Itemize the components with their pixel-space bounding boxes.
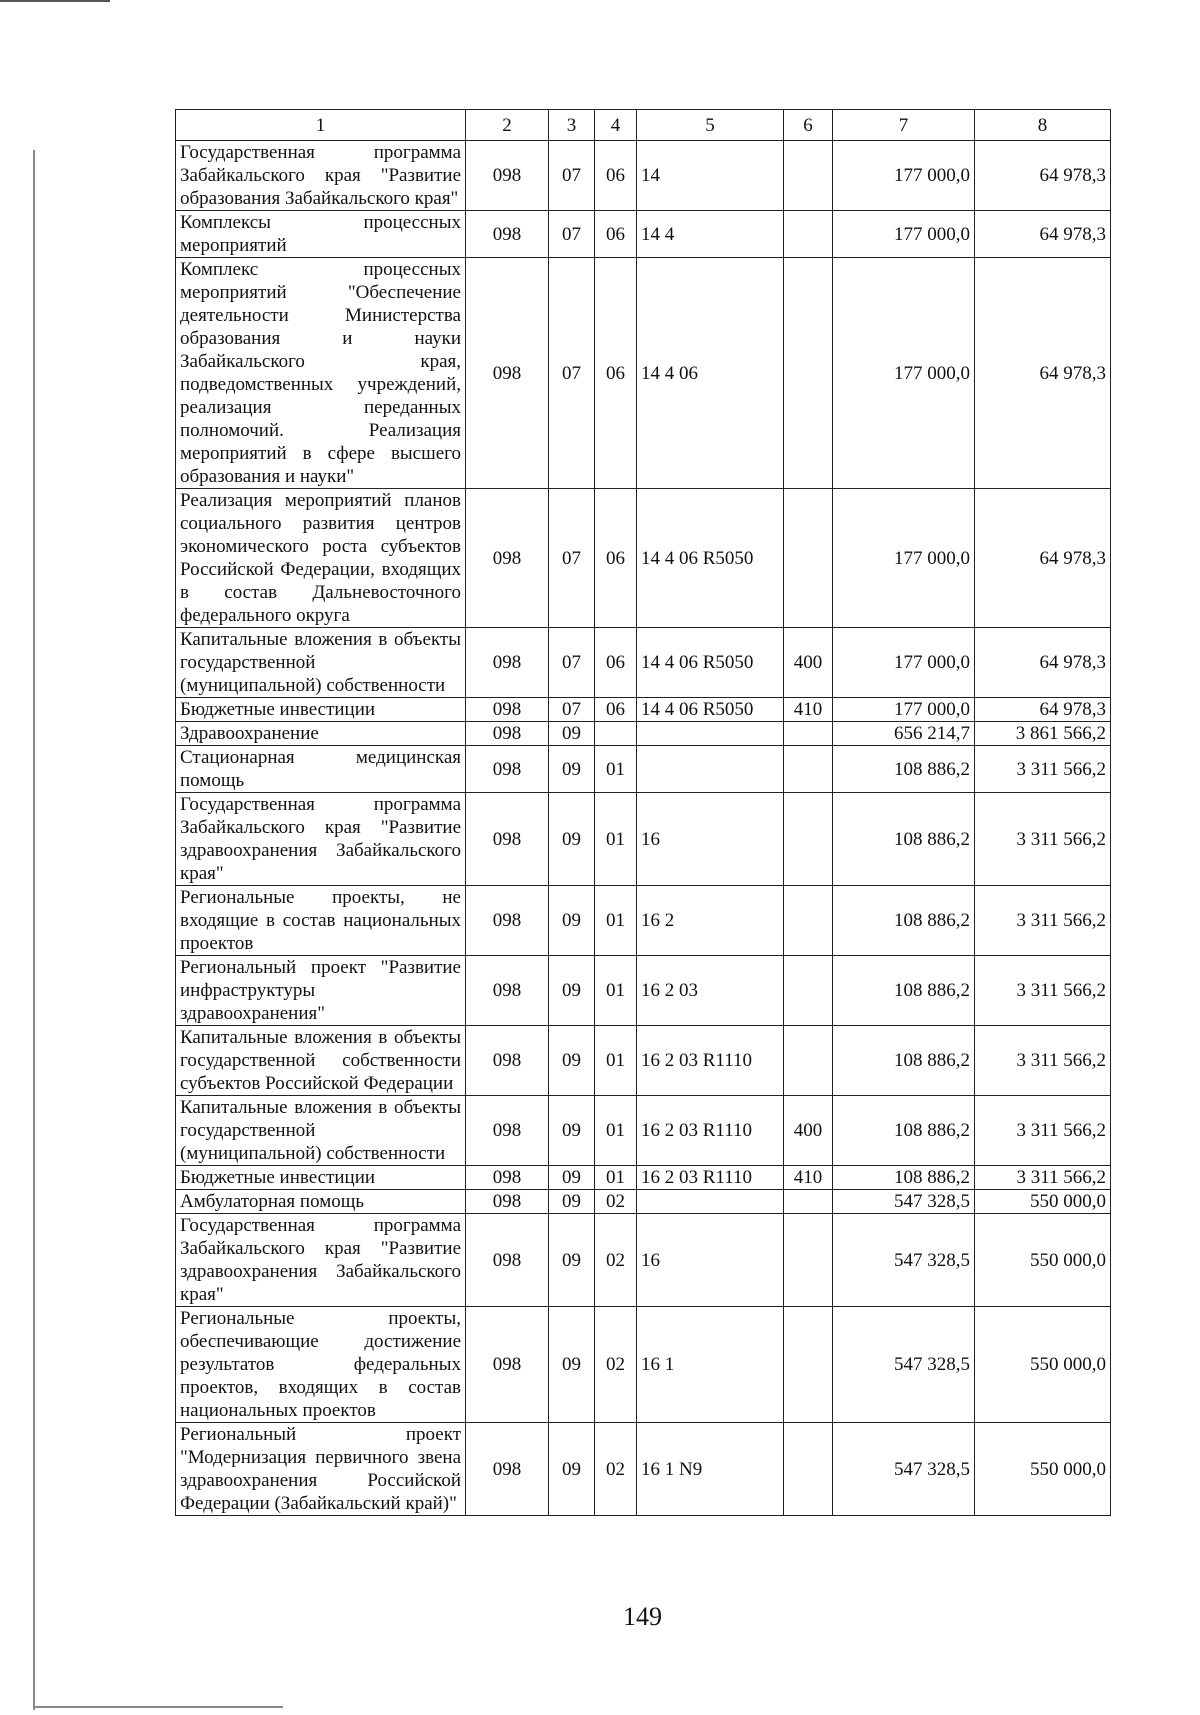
amount-col8-cell: 3 311 566,2 [975,886,1111,956]
column-header: 7 [833,110,975,141]
amount-col8-cell: 64 978,3 [975,698,1111,722]
table-row [176,698,1111,722]
subsection-cell: 01 [595,886,637,956]
target-article-cell: 14 4 06 R5050 [637,489,784,628]
table-row [176,258,1111,489]
admin-code-cell: 098 [466,1166,549,1190]
expense-type-cell: 410 [784,698,833,722]
expense-type-cell [784,956,833,1026]
row-name-cell: Амбулаторная помощь [176,1190,466,1214]
target-article-cell: 14 4 06 [637,258,784,489]
expense-type-cell: 410 [784,1166,833,1190]
amount-col8-cell: 64 978,3 [975,628,1111,698]
expense-type-cell [784,1214,833,1307]
section-cell: 07 [549,698,595,722]
expense-type-cell [784,793,833,886]
admin-code-cell: 098 [466,698,549,722]
admin-code-cell: 098 [466,628,549,698]
scan-edge-top [0,0,110,2]
admin-code-cell: 098 [466,793,549,886]
subsection-cell: 02 [595,1214,637,1307]
amount-col8-cell: 550 000,0 [975,1214,1111,1307]
amount-col8-cell: 550 000,0 [975,1423,1111,1516]
target-article-cell [637,1190,784,1214]
scan-edge-bottom [33,1706,283,1708]
section-cell: 09 [549,746,595,793]
table-row [176,628,1111,698]
amount-col7-cell: 177 000,0 [833,211,975,258]
subsection-cell [595,722,637,746]
admin-code-cell: 098 [466,141,549,211]
expense-type-cell: 400 [784,1096,833,1166]
target-article-cell: 16 1 N9 [637,1423,784,1516]
amount-col7-cell: 547 328,5 [833,1423,975,1516]
row-name-cell: Капитальные вложения в объекты государственной (муниципальной) собственности [176,1096,466,1166]
column-header: 1 [176,110,466,141]
target-article-cell [637,746,784,793]
row-name-cell: Региональный проект "Развитие инфраструктуры здравоохранения" [176,956,466,1026]
amount-col8-cell: 3 311 566,2 [975,746,1111,793]
amount-col8-cell: 64 978,3 [975,489,1111,628]
amount-col8-cell: 64 978,3 [975,211,1111,258]
table-row [176,722,1111,746]
table-row [176,746,1111,793]
table-row [176,886,1111,956]
section-cell: 07 [549,258,595,489]
budget-table [175,109,1111,1516]
subsection-cell: 01 [595,1026,637,1096]
amount-col8-cell: 3 311 566,2 [975,1166,1111,1190]
section-cell: 07 [549,628,595,698]
target-article-cell: 14 4 [637,211,784,258]
admin-code-cell: 098 [466,746,549,793]
subsection-cell: 01 [595,1166,637,1190]
page-number: 149 [623,1602,662,1631]
subsection-cell: 01 [595,793,637,886]
table-row [176,489,1111,628]
row-name-cell: Государственная программа Забайкальского края "Развитие образования Забайкальского края" [176,141,466,211]
table-header-row [176,110,1111,141]
expense-type-cell [784,258,833,489]
amount-col7-cell: 177 000,0 [833,698,975,722]
table-row [176,1026,1111,1096]
table-row [176,1190,1111,1214]
column-header: 8 [975,110,1111,141]
row-name-cell: Государственная программа Забайкальского края "Развитие здравоохранения Забайкальского края" [176,793,466,886]
target-article-cell: 14 4 06 R5050 [637,698,784,722]
subsection-cell: 06 [595,141,637,211]
amount-col7-cell: 177 000,0 [833,628,975,698]
column-header: 5 [637,110,784,141]
section-cell: 09 [549,793,595,886]
table-row [176,211,1111,258]
subsection-cell: 06 [595,258,637,489]
table-row [176,1096,1111,1166]
amount-col7-cell: 108 886,2 [833,746,975,793]
amount-col8-cell: 3 311 566,2 [975,956,1111,1026]
row-name-cell: Региональные проекты, не входящие в состав национальных проектов [176,886,466,956]
expense-type-cell [784,211,833,258]
amount-col8-cell: 3 311 566,2 [975,1096,1111,1166]
column-header: 4 [595,110,637,141]
target-article-cell: 16 2 03 [637,956,784,1026]
target-article-cell: 16 2 03 R1110 [637,1166,784,1190]
row-name-cell: Региональные проекты, обеспечивающие достижение результатов федеральных проектов, входящих в состав национальных проектов [176,1307,466,1423]
section-cell: 09 [549,1026,595,1096]
section-cell: 09 [549,722,595,746]
section-cell: 09 [549,1307,595,1423]
target-article-cell: 16 2 03 R1110 [637,1096,784,1166]
admin-code-cell: 098 [466,1190,549,1214]
target-article-cell [637,722,784,746]
amount-col8-cell: 64 978,3 [975,141,1111,211]
amount-col8-cell: 64 978,3 [975,258,1111,489]
amount-col7-cell: 177 000,0 [833,258,975,489]
target-article-cell: 14 4 06 R5050 [637,628,784,698]
subsection-cell: 02 [595,1190,637,1214]
row-name-cell: Капитальные вложения в объекты государственной собственности субъектов Российской Федерации [176,1026,466,1096]
target-article-cell: 16 2 [637,886,784,956]
expense-type-cell [784,489,833,628]
amount-col8-cell: 550 000,0 [975,1307,1111,1423]
row-name-cell: Государственная программа Забайкальского края "Развитие здравоохранения Забайкальского края" [176,1214,466,1307]
amount-col7-cell: 108 886,2 [833,956,975,1026]
subsection-cell: 06 [595,489,637,628]
table-body [176,141,1111,1516]
section-cell: 09 [549,1096,595,1166]
target-article-cell: 14 [637,141,784,211]
amount-col7-cell: 547 328,5 [833,1307,975,1423]
table-row [176,1214,1111,1307]
row-name-cell: Капитальные вложения в объекты государственной (муниципальной) собственности [176,628,466,698]
expense-type-cell [784,886,833,956]
expense-type-cell [784,722,833,746]
table-row [176,1307,1111,1423]
section-cell: 07 [549,141,595,211]
section-cell: 09 [549,1214,595,1307]
table-row [176,793,1111,886]
section-cell: 07 [549,489,595,628]
amount-col7-cell: 108 886,2 [833,793,975,886]
subsection-cell: 01 [595,956,637,1026]
subsection-cell: 06 [595,628,637,698]
section-cell: 09 [549,956,595,1026]
admin-code-cell: 098 [466,722,549,746]
amount-col8-cell: 3 311 566,2 [975,1026,1111,1096]
admin-code-cell: 098 [466,489,549,628]
admin-code-cell: 098 [466,258,549,489]
amount-col7-cell: 177 000,0 [833,141,975,211]
amount-col7-cell: 656 214,7 [833,722,975,746]
table-row [176,1166,1111,1190]
table-row [176,141,1111,211]
admin-code-cell: 098 [466,886,549,956]
section-cell: 07 [549,211,595,258]
amount-col7-cell: 108 886,2 [833,1096,975,1166]
section-cell: 09 [549,886,595,956]
expense-type-cell [784,1423,833,1516]
section-cell: 09 [549,1423,595,1516]
section-cell: 09 [549,1166,595,1190]
admin-code-cell: 098 [466,1214,549,1307]
table-row [176,956,1111,1026]
expense-type-cell: 400 [784,628,833,698]
column-header: 3 [549,110,595,141]
amount-col8-cell: 550 000,0 [975,1190,1111,1214]
row-name-cell: Региональный проект "Модернизация первичного звена здравоохранения Российской Федерации (Забайкальский край)" [176,1423,466,1516]
admin-code-cell: 098 [466,211,549,258]
admin-code-cell: 098 [466,1307,549,1423]
subsection-cell: 01 [595,746,637,793]
table-row [176,1423,1111,1516]
subsection-cell: 01 [595,1096,637,1166]
amount-col7-cell: 108 886,2 [833,886,975,956]
target-article-cell: 16 [637,793,784,886]
amount-col7-cell: 547 328,5 [833,1190,975,1214]
admin-code-cell: 098 [466,1423,549,1516]
row-name-cell: Здравоохранение [176,722,466,746]
amount-col8-cell: 3 311 566,2 [975,793,1111,886]
expense-type-cell [784,141,833,211]
column-header: 2 [466,110,549,141]
amount-col7-cell: 108 886,2 [833,1026,975,1096]
section-cell: 09 [549,1190,595,1214]
amount-col8-cell: 3 861 566,2 [975,722,1111,746]
row-name-cell: Стационарная медицинская помощь [176,746,466,793]
amount-col7-cell: 177 000,0 [833,489,975,628]
subsection-cell: 02 [595,1423,637,1516]
expense-type-cell [784,1190,833,1214]
target-article-cell: 16 [637,1214,784,1307]
row-name-cell: Реализация мероприятий планов социального развития центров экономического роста субъектов Российской Федерации, входящих в состав Дальневосточного федерального округа [176,489,466,628]
amount-col7-cell: 108 886,2 [833,1166,975,1190]
column-header: 6 [784,110,833,141]
expense-type-cell [784,1026,833,1096]
subsection-cell: 06 [595,211,637,258]
row-name-cell: Комплексы процессных мероприятий [176,211,466,258]
row-name-cell: Комплекс процессных мероприятий "Обеспечение деятельности Министерства образования и науки Забайкальского края, подведомственных учреждений, реализация переданных полномочий. Реализация мероприятий в сфере высшего образования и науки" [176,258,466,489]
amount-col7-cell: 547 328,5 [833,1214,975,1307]
expense-type-cell [784,746,833,793]
admin-code-cell: 098 [466,1096,549,1166]
expense-type-cell [784,1307,833,1423]
target-article-cell: 16 2 03 R1110 [637,1026,784,1096]
scan-edge-left [33,150,35,1710]
row-name-cell: Бюджетные инвестиции [176,698,466,722]
subsection-cell: 06 [595,698,637,722]
subsection-cell: 02 [595,1307,637,1423]
row-name-cell: Бюджетные инвестиции [176,1166,466,1190]
admin-code-cell: 098 [466,956,549,1026]
admin-code-cell: 098 [466,1026,549,1096]
target-article-cell: 16 1 [637,1307,784,1423]
